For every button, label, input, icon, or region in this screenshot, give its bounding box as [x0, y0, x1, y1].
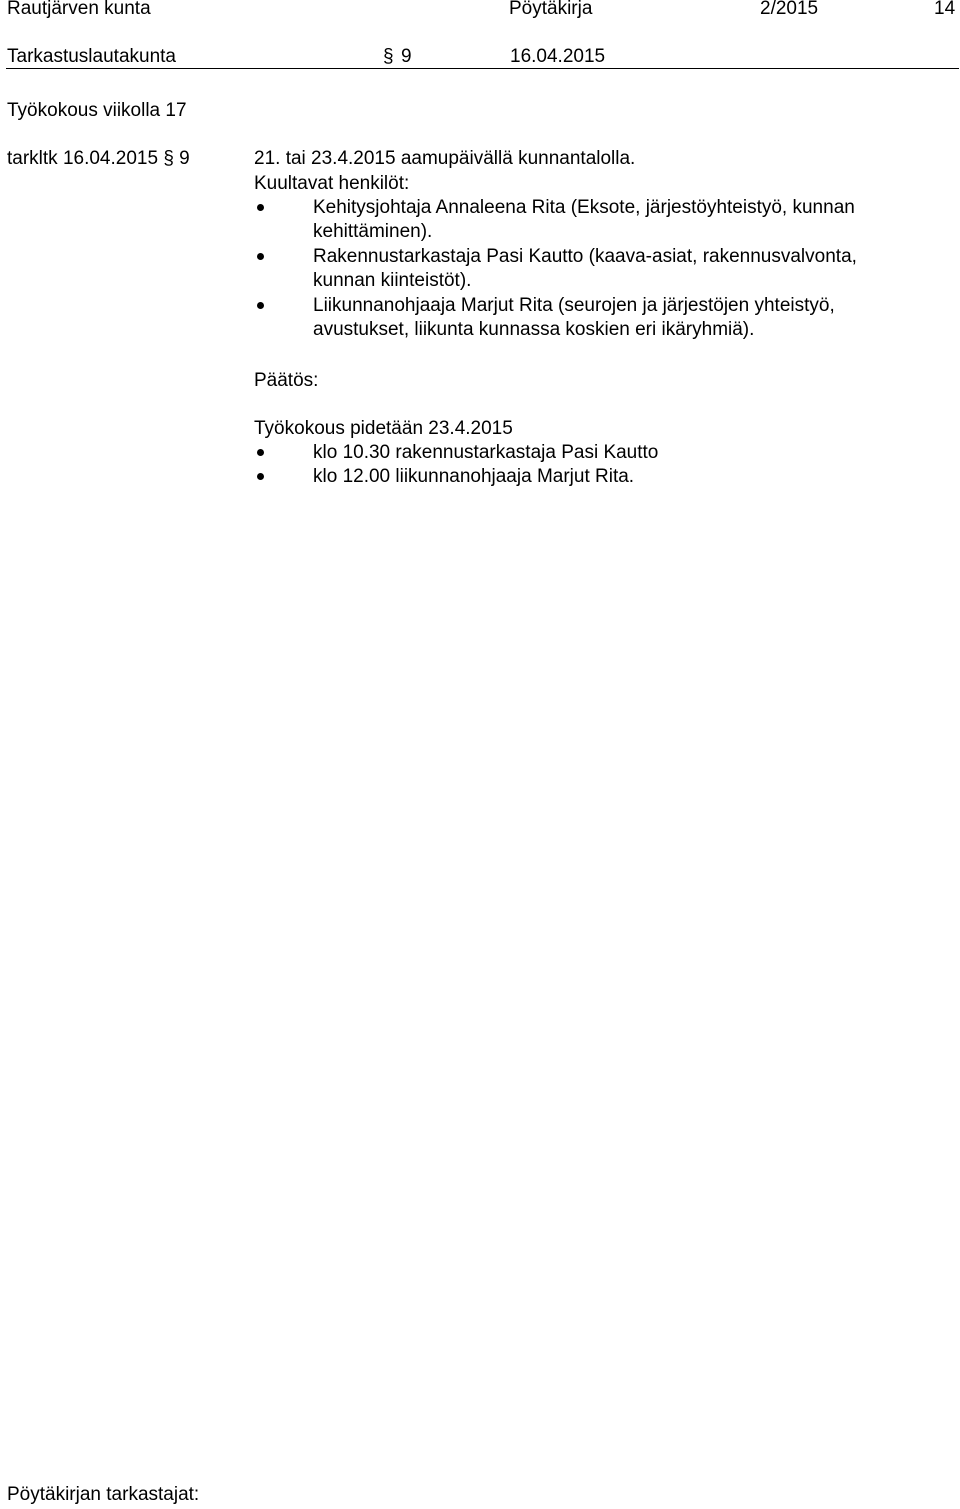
bullet-icon — [257, 302, 264, 309]
inspectors-label: Pöytäkirjan tarkastajat: — [7, 1484, 200, 1505]
document-type: Pöytäkirja — [509, 0, 593, 19]
heard-person-line: Liikunnanohjaaja Marjut Rita (seurojen ja järjestöjen yhteistyö, — [313, 295, 835, 316]
meeting-date: 16.04.2015 — [510, 46, 606, 67]
heard-person-line: Kehitysjohtaja Annaleena Rita (Eksote, järjestöyhteistyö, kunnan — [313, 197, 855, 218]
heard-person-line: kunnan kiinteistöt). — [313, 270, 472, 291]
intro-line: 21. tai 23.4.2015 aamupäivällä kunnantalolla. — [254, 148, 636, 169]
bullet-icon — [257, 204, 264, 211]
item-title: Työkokous viikolla 17 — [7, 100, 187, 121]
document-number: 2/2015 — [760, 0, 819, 19]
page-number: 14 — [934, 0, 956, 19]
decision-label: Päätös: — [254, 370, 319, 391]
heard-persons-label: Kuultavat henkilöt: — [254, 173, 410, 194]
bullet-icon — [257, 253, 264, 260]
committee-name: Tarkastuslautakunta — [7, 46, 176, 67]
schedule-item: klo 12.00 liikunnanohjaaja Marjut Rita. — [313, 466, 635, 487]
item-reference: tarkltk 16.04.2015 § 9 — [7, 148, 190, 169]
schedule-item: klo 10.30 rakennustarkastaja Pasi Kautto — [313, 442, 659, 463]
header-divider — [6, 68, 959, 69]
bullet-icon — [257, 473, 264, 480]
decision-text: Työkokous pidetään 23.4.2015 — [254, 418, 513, 439]
bullet-icon — [257, 449, 264, 456]
heard-person-line: Rakennustarkastaja Pasi Kautto (kaava-asiat, rakennusvalvonta, — [313, 246, 857, 267]
heard-person-line: kehittäminen). — [313, 221, 433, 242]
section-sign: § — [383, 46, 394, 67]
heard-person-line: avustukset, liikunta kunnassa koskien eri ikäryhmiä). — [313, 319, 755, 340]
section-number: 9 — [401, 46, 412, 67]
organization-name: Rautjärven kunta — [7, 0, 151, 19]
